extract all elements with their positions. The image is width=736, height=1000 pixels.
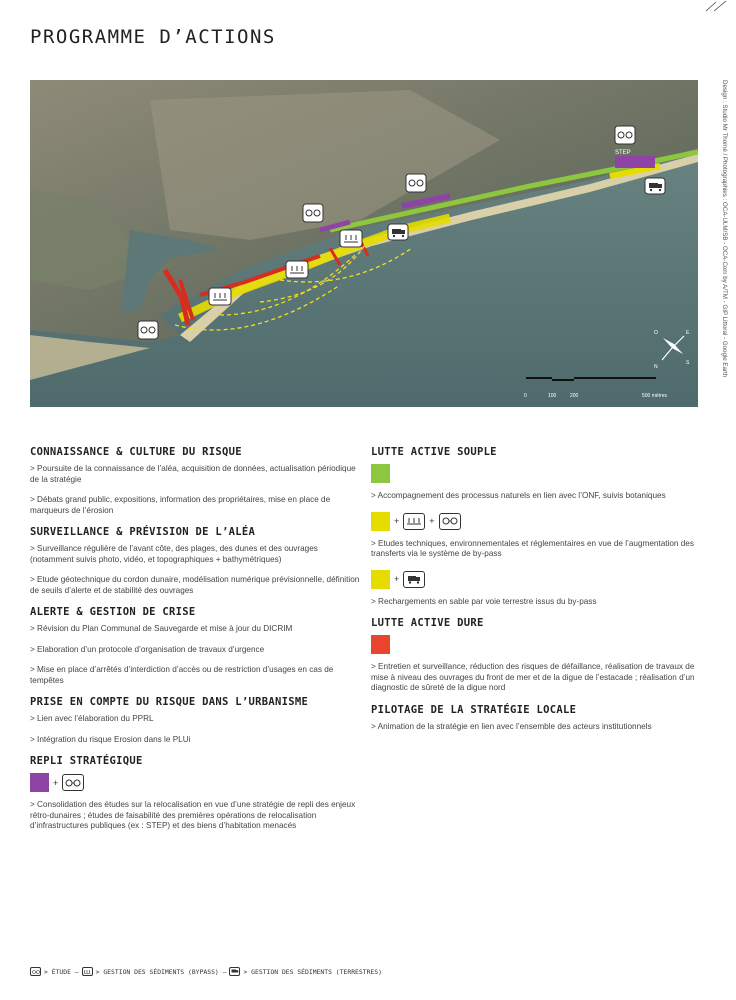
truck-icon <box>229 967 240 976</box>
credits-text: Design : Studio Mr Thomé / Photographies : OCA-ULM/SB - OCA-Com by A/TM - GIP Littoral - Google Earth <box>721 80 728 378</box>
section-text: > Surveillance régulière de l’avant côte, des plages, des dunes et des ouvrages (notamment suivis photo, vidéo, et topographiques + bathymétriques) <box>30 544 318 564</box>
section-title: REPLI STRATÉGIQUE <box>30 755 143 767</box>
section-alerte <box>30 606 360 686</box>
section-title: ALERTE & GESTION DE CRISE <box>30 606 196 618</box>
step-label: STEP <box>615 150 631 156</box>
section-surveillance <box>30 526 360 596</box>
page-title: PROGRAMME D’ACTIONS <box>30 26 276 48</box>
green-swatch <box>371 464 390 483</box>
section-urbanisme <box>30 696 360 745</box>
bypass-icon <box>209 288 231 305</box>
plus-sign: + <box>394 574 400 584</box>
corner-mark-icon <box>704 0 730 12</box>
aerial-map <box>30 80 698 407</box>
scale-0: 0 <box>524 393 527 399</box>
glasses-icon <box>30 967 41 976</box>
glasses-icon <box>138 321 158 339</box>
legend-row-repli <box>30 773 360 792</box>
section-title: PILOTAGE DE LA STRATÉGIE LOCALE <box>371 703 577 716</box>
legend-row-green <box>371 464 711 483</box>
section-repli <box>30 755 360 832</box>
section-text: > Débats grand public, expositions, information des propriétaires, mise en place de marqueurs de l’érosion <box>30 495 331 515</box>
photo-credits <box>718 80 730 410</box>
section-text: > Consolidation des études sur la relocalisation en vue d’une stratégie de repli des enjeux rétro-dunaires ; études de faisabilité des premières opérations de relocalisation d’infrastructures publiques (ex : STEP) et des biens d’habitation menacés <box>30 800 356 830</box>
glasses-icon <box>406 174 426 192</box>
bypass-icon <box>82 967 93 976</box>
legend-etude: > ÉTUDE – <box>44 967 79 976</box>
section-text: > Mise en place d’arrêtés d’interdiction d’accès ou de restriction d’usages en cas de tempêtes <box>30 665 334 685</box>
legend-row-yellow-bypass <box>371 512 711 531</box>
purple-swatch <box>30 773 49 792</box>
section-souple <box>371 446 711 607</box>
plus-sign: + <box>394 516 400 526</box>
section-text: > Rechargements en sable par voie terrestre issus du by-pass <box>371 596 597 606</box>
plus-sign: + <box>429 516 435 526</box>
section-title: LUTTE ACTIVE DURE <box>371 617 484 629</box>
legend-terrestres: > GESTION DES SÉDIMENTS (TERRESTRES) <box>243 967 382 976</box>
right-column <box>371 446 711 742</box>
section-text: > Elaboration d’un protocole d’organisation de travaux d’urgence <box>30 644 265 654</box>
legend-row-yellow-truck <box>371 570 711 589</box>
scale-100: 100 <box>548 393 557 399</box>
legend-bypass: > GESTION DES SÉDIMENTS (BYPASS) – <box>95 967 227 976</box>
truck-icon <box>388 224 408 240</box>
section-title: PRISE EN COMPTE DU RISQUE DANS L’URBANISME <box>30 696 309 708</box>
scale-500: 500 mètres <box>642 393 668 399</box>
left-column <box>30 446 360 842</box>
bypass-icon <box>403 513 425 530</box>
section-text: > Révision du Plan Communal de Sauvegarde et mise à jour du DICRIM <box>30 624 293 633</box>
section-connaissance <box>30 446 360 516</box>
truck-icon <box>403 571 425 588</box>
plus-sign: + <box>53 777 59 788</box>
legend-row-red <box>371 635 711 654</box>
red-swatch <box>371 635 390 654</box>
compass-west: O <box>654 330 658 336</box>
section-text: > Etudes techniques, environnementales et réglementaires en vue de l’augmentation des transferts via le système de by-pass <box>371 538 694 558</box>
section-text: > Intégration du risque Erosion dans le PLUi <box>30 734 191 744</box>
section-dure <box>371 617 711 694</box>
section-pilotage <box>371 704 711 733</box>
glasses-icon <box>303 204 323 222</box>
section-text: > Entretien et surveillance, réduction des risques de défaillance, réalisation de travaux de mise à niveau des ouvrages du front de mer et de la digue de l’estacade ; réalisation d’un diagnostic de sûreté de la digue nord <box>371 662 695 692</box>
section-text: > Animation de la stratégie en lien avec l’ensemble des acteurs institutionnels <box>371 721 652 731</box>
glasses-icon <box>62 774 84 791</box>
section-title: SURVEILLANCE & PRÉVISION DE L’ALÉA <box>30 526 256 538</box>
truck-icon <box>645 178 665 194</box>
glasses-icon <box>439 513 461 530</box>
section-text: > Accompagnement des processus naturels en lien avec l’ONF, suivis botaniques <box>371 491 666 500</box>
compass-east: E <box>686 330 690 336</box>
yellow-swatch <box>371 570 390 589</box>
bottom-legend <box>30 967 382 976</box>
purple-step <box>615 156 655 168</box>
section-text: > Etude géotechnique du cordon dunaire, modélisation numérique prévisionnelle, définition de seuils d’alerte et de stabilité des ouvrages <box>30 575 360 595</box>
section-text: > Poursuite de la connaissance de l’aléa, acquisition de données, actualisation périodique de la stratégie <box>30 464 356 484</box>
section-title: CONNAISSANCE & CULTURE DU RISQUE <box>30 446 242 458</box>
yellow-swatch <box>371 512 390 531</box>
compass-south: S <box>686 360 690 366</box>
section-title: LUTTE ACTIVE SOUPLE <box>371 446 497 458</box>
scale-200: 200 <box>570 393 579 399</box>
aerial-map-svg <box>30 80 698 407</box>
glasses-icon <box>615 126 635 144</box>
compass-north: N <box>654 364 658 370</box>
bypass-icon <box>286 261 308 278</box>
section-text: > Lien avec l’élaboration du PPRL <box>30 714 154 723</box>
bypass-icon <box>340 230 362 247</box>
